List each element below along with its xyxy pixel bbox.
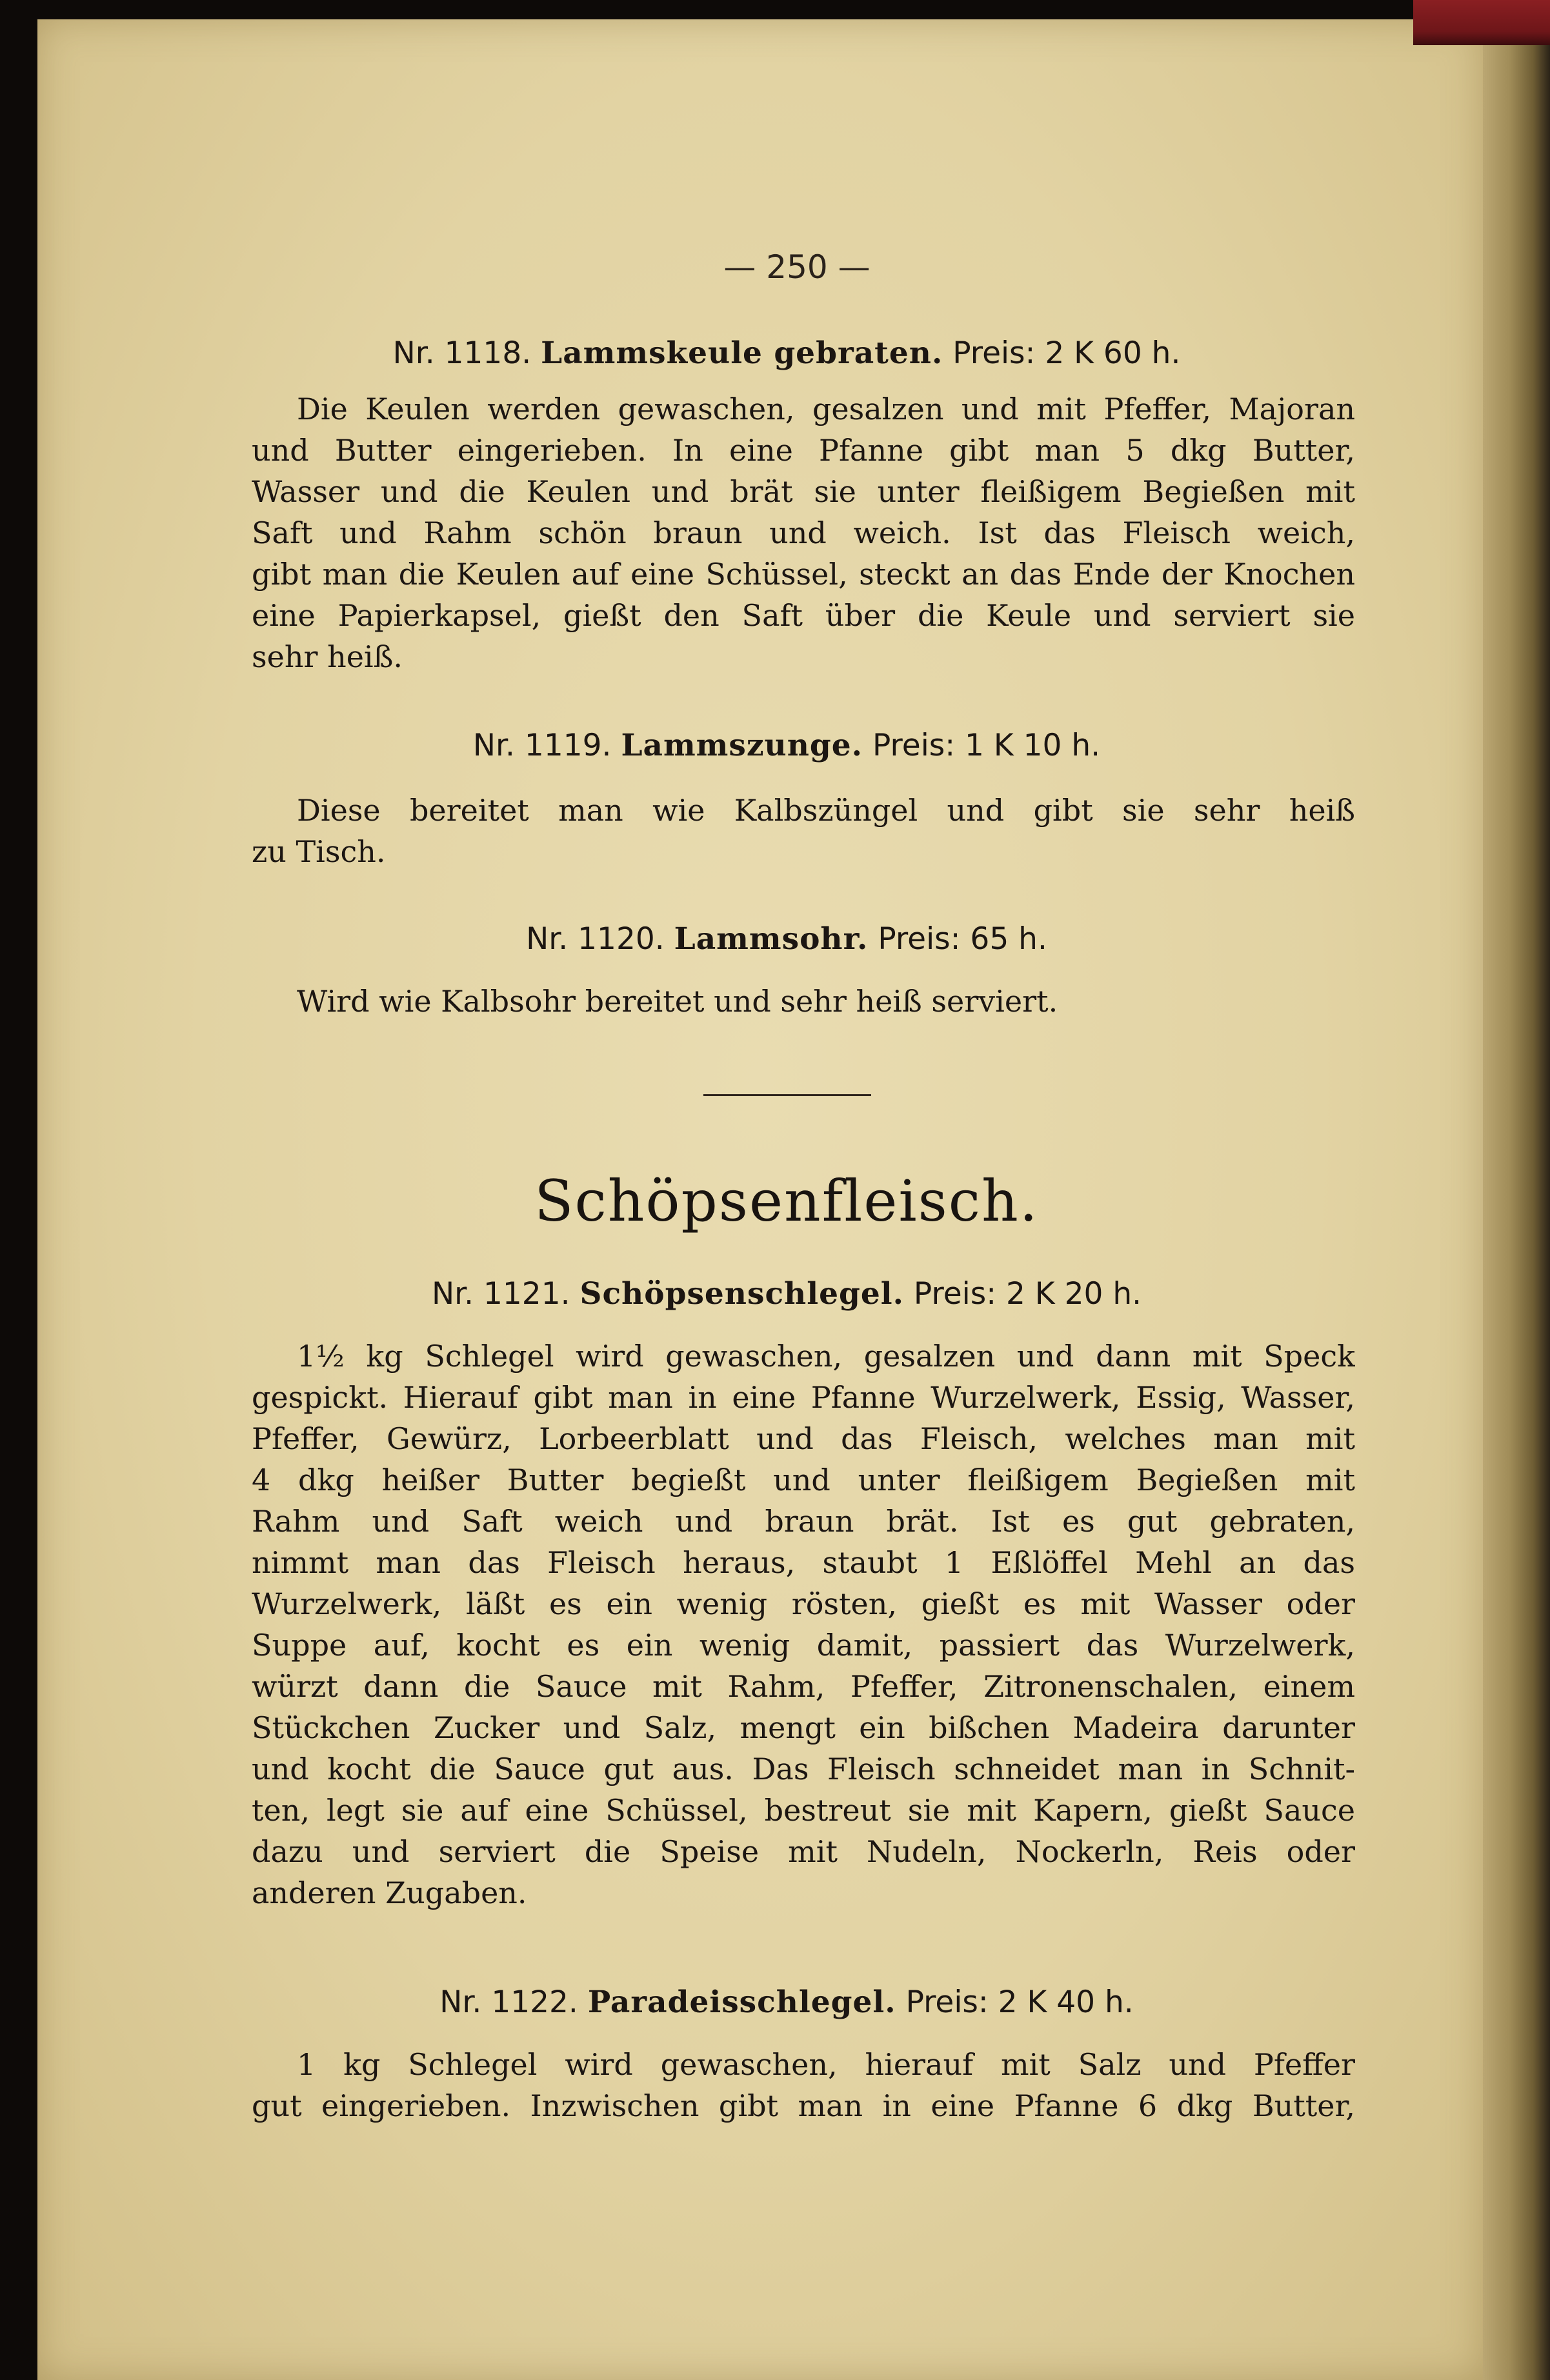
recipe-title: Lammsohr. [674,921,869,957]
recipe-price: Preis: 2 K 20 h. [913,1276,1142,1312]
red-edge-strip [1413,0,1550,45]
recipe-number: Nr. 1120. [526,921,665,957]
recipe-title: Lammskeule gebraten. [541,335,943,371]
text-line: Wurzelwerk, läßt es ein wenig rösten, gießt es mit Wasser oder [252,1586,1355,1621]
recipe-title: Schöpsenschlegel. [579,1276,904,1312]
text-line: 4 dkg heißer Butter begießt und unter fleißigem Begießen mit [252,1463,1355,1497]
recipe-title: Lammszunge. [621,728,863,763]
text-line: Wird wie Kalbsohr bereitet und sehr heiß serviert. [297,984,1058,1019]
text-line: Saft und Rahm schön braun und weich. Ist das Fleisch weich, [252,515,1355,550]
text-line: Suppe auf, kocht es ein wenig damit, passiert das Wurzelwerk, [252,1628,1355,1663]
recipe-number: Nr. 1121. [431,1276,570,1312]
text-line: dazu und serviert die Speise mit Nudeln, Nockerln, Reis oder [252,1834,1355,1869]
recipe-number: Nr. 1118. [392,335,532,371]
text-line: anderen Zugaben. [252,1875,527,1910]
text-line: und Butter eingerieben. In eine Pfanne gibt man 5 dkg Butter, [252,433,1355,468]
text-line: zu Tisch. [252,834,386,869]
text-line: und kocht die Sauce gut aus. Das Fleisch schneidet man in Schnit- [252,1752,1355,1786]
recipe-heading-1122 [218,1985,1355,2020]
text-line: Rahm und Saft weich und braun brät. Ist es gut gebraten, [252,1504,1355,1539]
section-title: Schöpsenfleisch. [534,1168,1039,1234]
text-line: eine Papierkapsel, gießt den Saft über die Keule und serviert sie [252,598,1355,633]
page-content [218,232,1355,2123]
text-line: Diese bereitet man wie Kalbszüngel und gibt sie sehr heiß [297,793,1355,828]
recipe-body-1119 [252,790,1355,872]
recipe-heading-1118 [218,335,1355,371]
text-line: ten, legt sie auf eine Schüssel, bestreut sie mit Kapern, gießt Sauce [252,1793,1355,1828]
text-line: 1 kg Schlegel wird gewaschen, hierauf mit Salz und Pfeffer [297,2047,1355,2082]
recipe-heading-1119 [218,728,1355,763]
text-line: würzt dann die Sauce mit Rahm, Pfeffer, Zitronenschalen, einem [252,1669,1355,1704]
text-line: nimmt man das Fleisch heraus, staubt 1 Eßlöffel Mehl an das [252,1545,1355,1580]
page-number: — 250 — [723,248,871,286]
section-divider [703,1094,871,1096]
text-line: Stückchen Zucker und Salz, mengt ein bißchen Madeira darunter [252,1710,1355,1745]
recipe-body-1120 [252,981,1355,1022]
text-line: gut eingerieben. Inzwischen gibt man in eine Pfanne 6 dkg Butter, [252,2088,1355,2123]
text-line: Pfeffer, Gewürz, Lorbeerblatt und das Fleisch, welches man mit [252,1421,1355,1456]
recipe-heading-1120 [218,921,1355,957]
text-line: Wasser und die Keulen und brät sie unter fleißigem Begießen mit [252,474,1355,509]
recipe-price: Preis: 2 K 60 h. [952,335,1181,371]
recipe-body-1118 [252,388,1355,677]
recipe-body-1121 [252,1335,1355,1914]
book-gutter [1483,19,1550,2380]
recipe-number: Nr. 1122. [439,1985,578,2020]
recipe-price: Preis: 2 K 40 h. [905,1985,1134,2020]
text-line: 1½ kg Schlegel wird gewaschen, gesalzen und dann mit Speck [297,1339,1355,1374]
recipe-body-1122 [252,2044,1355,2126]
text-line: Die Keulen werden gewaschen, gesalzen und mit Pfeffer, Majoran [297,392,1355,426]
recipe-heading-1121 [218,1276,1355,1312]
recipe-title: Paradeisschlegel. [587,1985,896,2020]
text-line: gibt man die Keulen auf eine Schüssel, steckt an das Ende der Knochen [252,557,1355,592]
recipe-number: Nr. 1119. [472,728,612,763]
recipe-price: Preis: 65 h. [878,921,1047,957]
recipe-price: Preis: 1 K 10 h. [872,728,1101,763]
text-line: sehr heiß. [252,639,403,674]
text-line: gespickt. Hierauf gibt man in eine Pfanne Wurzelwerk, Essig, Wasser, [252,1380,1355,1415]
